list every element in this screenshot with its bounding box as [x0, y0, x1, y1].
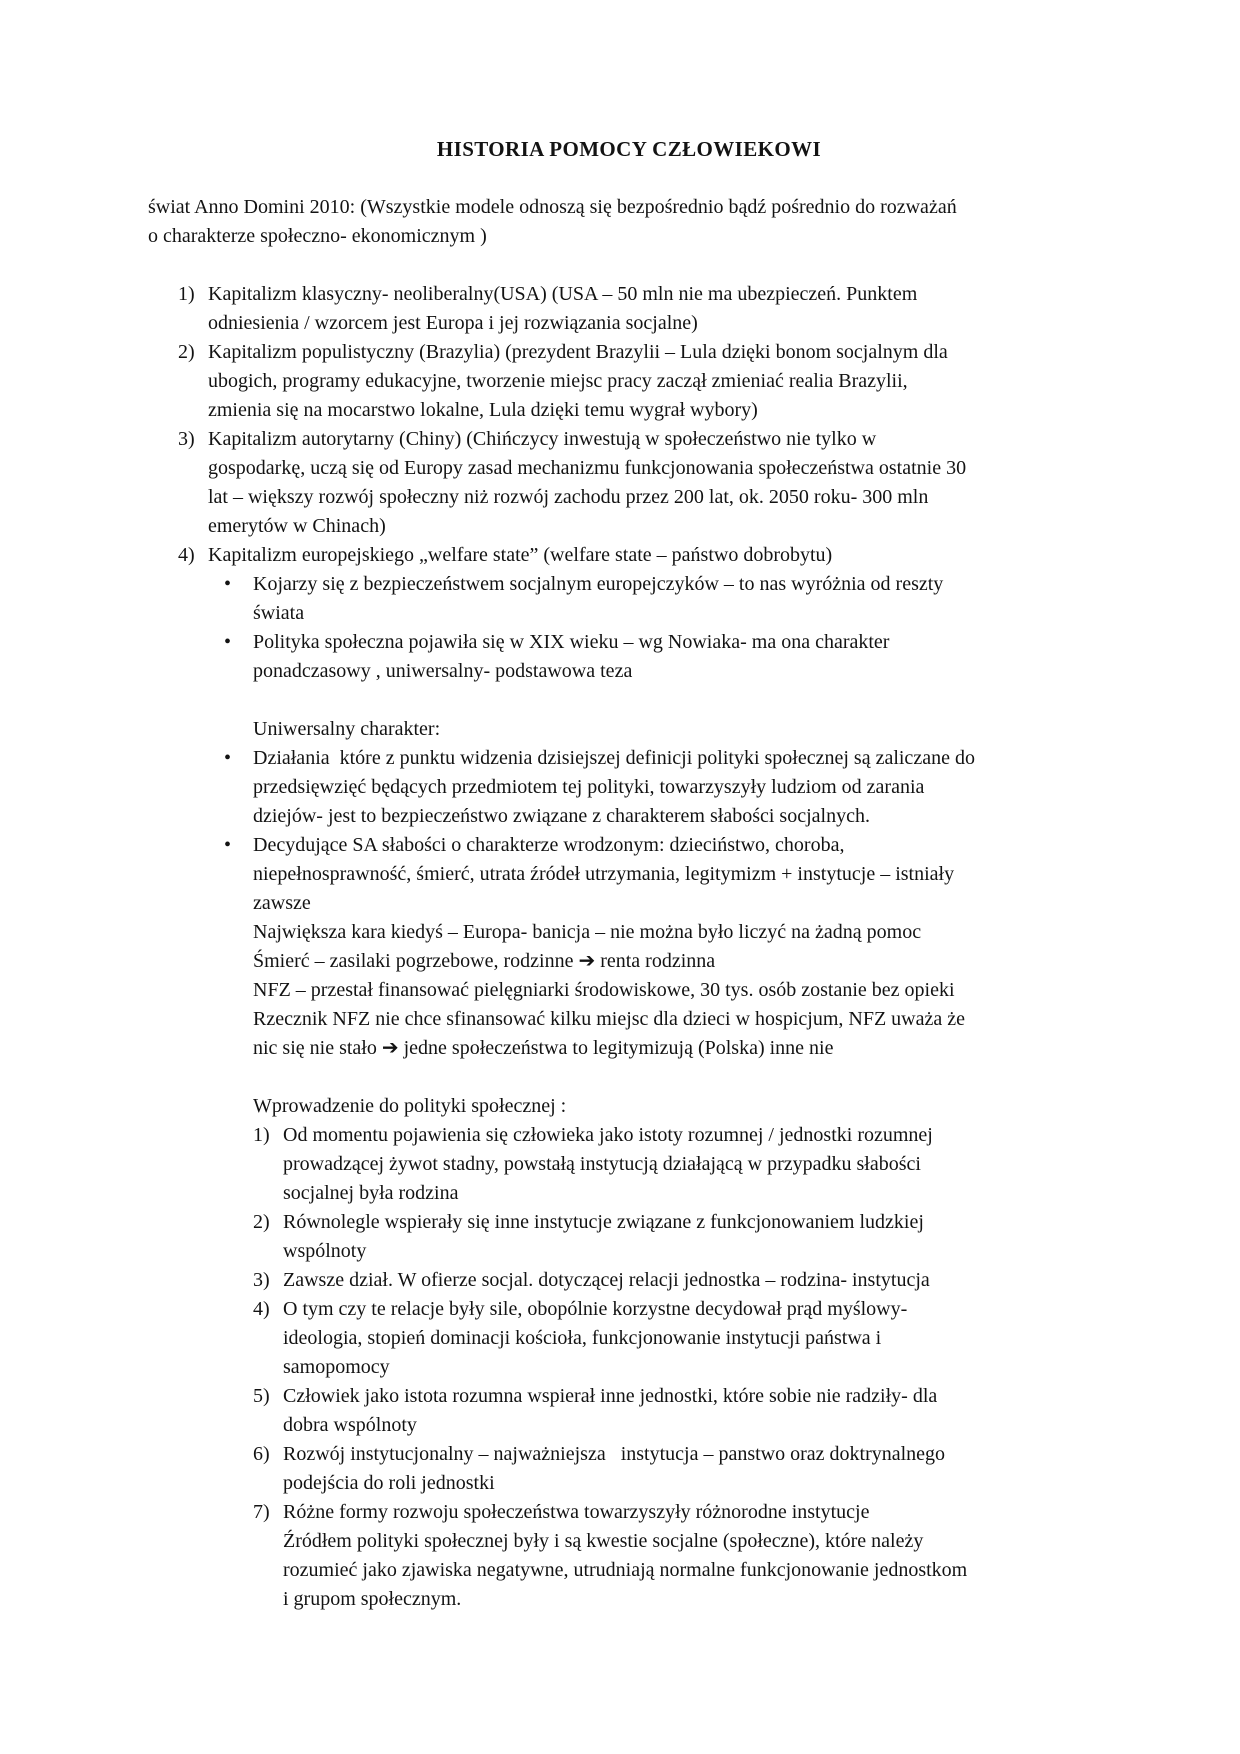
text: i grupom społecznym. — [283, 1588, 462, 1610]
list-number: 7) — [253, 1501, 270, 1523]
list-item-line — [148, 1440, 1110, 1469]
bullet-line — [148, 860, 1110, 889]
intro-paragraph — [148, 193, 1110, 251]
bullet-line — [148, 599, 1110, 628]
list-item-line — [148, 1353, 1110, 1382]
list-item-line — [148, 1411, 1110, 1440]
text: dziejów- jest to bezpieczeństwo związane z charakterem słabości socjalnych. — [253, 805, 870, 827]
bullet-item — [148, 628, 1110, 686]
list-number: 4) — [253, 1298, 270, 1320]
list-item-line — [148, 1527, 1110, 1556]
list-number: 4) — [178, 544, 195, 566]
sublist-item — [148, 1498, 1110, 1614]
text: świat Anno Domini 2010: (Wszystkie modele odnoszą się bezpośrednio bądź pośrednio do rozważań — [148, 196, 957, 218]
text: Największa kara kiedyś – Europa- banicja – nie można było liczyć na żadną pomoc — [253, 921, 922, 943]
list-number: 3) — [178, 428, 195, 450]
list-item — [148, 541, 1110, 570]
bullet-icon: • — [224, 834, 232, 856]
text: Rzecznik NFZ nie chce sfinansować kilku miejsc dla dzieci w hospicjum, NFZ uważa że — [253, 1008, 965, 1030]
text: przedsięwzięć będących przedmiotem tej polityki, towarzyszyły ludziom od zarania — [253, 776, 925, 798]
text: zmienia się na mocarstwo lokalne, Lula dzięki temu wygrał wybory) — [208, 399, 758, 421]
blank-line — [148, 251, 1110, 280]
text: zawsze — [253, 892, 311, 914]
list-number: 5) — [253, 1385, 270, 1407]
sublist-item — [148, 1295, 1110, 1382]
text-line — [148, 947, 1110, 976]
list-item-line — [148, 454, 1110, 483]
text: Kapitalizm europejskiego „welfare state” (welfare state – państwo dobrobytu) — [208, 544, 833, 566]
bullet-item — [148, 744, 1110, 831]
list-item-line — [148, 1121, 1110, 1150]
text: świata — [253, 602, 305, 624]
blank-line — [148, 1063, 1110, 1092]
text: Decydujące SA słabości o charakterze wrodzonym: dzieciństwo, choroba, — [253, 834, 845, 856]
list-item-line — [148, 1208, 1110, 1237]
list-item — [148, 280, 1110, 338]
text: niepełnosprawność, śmierć, utrata źródeł utrzymania, legitymizm + instytucje – istniały — [253, 863, 955, 885]
text: Kapitalizm klasyczny- neoliberalny(USA) (USA – 50 mln nie ma ubezpieczeń. Punktem — [208, 283, 918, 305]
bullet-icon: • — [224, 573, 232, 595]
list-number: 3) — [253, 1269, 270, 1291]
text: Wprowadzenie do polityki społecznej : — [253, 1095, 567, 1117]
list-item-line — [148, 1150, 1110, 1179]
document-title: HISTORIA POMOCY CZŁOWIEKOWI — [436, 137, 822, 161]
text: Śmierć – zasilaki pogrzebowe, rodzinne ➔ renta rodzinna — [253, 950, 716, 972]
list-item-line — [148, 483, 1110, 512]
list-item-line — [148, 425, 1110, 454]
text: podejścia do roli jednostki — [283, 1472, 495, 1494]
list-item-line — [148, 1382, 1110, 1411]
note-paragraph — [148, 918, 1110, 1063]
text: Od momentu pojawienia się człowieka jako istoty rozumnej / jednostki rozumnej — [283, 1124, 933, 1146]
text-line — [148, 222, 1110, 251]
text: rozumieć jako zjawiska negatywne, utrudniają normalne funkcjonowanie jednostkom — [283, 1559, 968, 1581]
sublist-item — [148, 1266, 1110, 1295]
text: dobra wspólnoty — [283, 1414, 417, 1436]
sublist-item — [148, 1440, 1110, 1498]
text: Różne formy rozwoju społeczeństwa towarzyszyły różnorodne instytucje — [283, 1501, 870, 1523]
text: gospodarkę, uczą się od Europy zasad mechanizmu funkcjonowania społeczeństwa ostatnie 30 — [208, 457, 967, 479]
list-number: 6) — [253, 1443, 270, 1465]
list-number: 1) — [178, 283, 195, 305]
bullet-line — [148, 831, 1110, 860]
text: o charakterze społeczno- ekonomicznym ) — [148, 225, 487, 247]
bullet-line — [148, 773, 1110, 802]
bullet-line — [148, 570, 1110, 599]
bullet-line — [148, 744, 1110, 773]
text: Źródłem polityki społecznej były i są kwestie socjalne (społeczne), które należy — [283, 1530, 924, 1552]
list-item-line — [148, 1179, 1110, 1208]
blank-line — [148, 164, 1110, 193]
list-item — [148, 338, 1110, 425]
text: Człowiek jako istota rozumna wspierał inne jednostki, które sobie nie radziły- dla — [283, 1385, 938, 1407]
text: Uniwersalny charakter: — [253, 718, 441, 740]
text: Kojarzy się z bezpieczeństwem socjalnym europejczyków – to nas wyróżnia od reszty — [253, 573, 944, 595]
list-item-line — [148, 1237, 1110, 1266]
text: samopomocy — [283, 1356, 390, 1378]
text: NFZ – przestał finansować pielęgniarki środowiskowe, 30 tys. osób zostanie bez opieki — [253, 979, 955, 1001]
sublist-item — [148, 1121, 1110, 1208]
list-item-line — [148, 338, 1110, 367]
text: O tym czy te relacje były sile, obopólnie korzystne decydował prąd myślowy- — [283, 1298, 908, 1320]
bullet-line — [148, 628, 1110, 657]
text: Kapitalizm autorytarny (Chiny) (Chińczycy inwestują w społeczeństwo nie tylko w — [208, 428, 877, 450]
text: Rozwój instytucjonalny – najważniejsza instytucja – panstwo oraz doktrynalnego — [283, 1443, 946, 1465]
text: socjalnej była rodzina — [283, 1182, 459, 1204]
list-number: 1) — [253, 1124, 270, 1146]
list-item-line — [148, 512, 1110, 541]
list-number: 2) — [253, 1211, 270, 1233]
text: prowadzącej żywot stadny, powstałą instytucją działającą w przypadku słabości — [283, 1153, 921, 1175]
section-heading — [148, 715, 1110, 744]
text: Zawsze dział. W ofierze socjal. dotyczącej relacji jednostka – rodzina- instytucja — [283, 1269, 930, 1291]
bullet-line — [148, 889, 1110, 918]
list-number: 2) — [178, 341, 195, 363]
text: lat – większy rozwój społeczny niż rozwój zachodu przez 200 lat, ok. 2050 roku- 300 mln — [208, 486, 929, 508]
list-item-line — [148, 280, 1110, 309]
text: emerytów w Chinach) — [208, 515, 386, 537]
text: Równolegle wspierały się inne instytucje związane z funkcjonowaniem ludzkiej — [283, 1211, 924, 1233]
text: Działania które z punktu widzenia dzisiejszej definicji polityki społecznej są zaliczane do — [253, 747, 975, 769]
list-item-line — [148, 1469, 1110, 1498]
bullet-icon: • — [224, 747, 232, 769]
text: ideologia, stopień dominacji kościoła, funkcjonowanie instytucji państwa i — [283, 1327, 882, 1349]
text: odniesienia / wzorcem jest Europa i jej rozwiązania socjalne) — [208, 312, 698, 334]
text-line — [148, 976, 1110, 1005]
list-item-line — [148, 1498, 1110, 1527]
text-line — [148, 1034, 1110, 1063]
text: Kapitalizm populistyczny (Brazylia) (prezydent Brazylii – Lula dzięki bonom socjalnym dla — [208, 341, 948, 363]
list-item-line — [148, 541, 1110, 570]
list-item-line — [148, 367, 1110, 396]
sublist-item — [148, 1382, 1110, 1440]
list-item-line — [148, 1585, 1110, 1614]
bullet-line — [148, 802, 1110, 831]
text: nic się nie stało ➔ jedne społeczeństwa to legitymizują (Polska) inne nie — [253, 1037, 834, 1059]
list-item — [148, 425, 1110, 541]
text: ubogich, programy edukacyjne, tworzenie miejsc pracy zaczął zmieniać realia Brazylii, — [208, 370, 908, 392]
bullet-line — [148, 657, 1110, 686]
list-item-line — [148, 1266, 1110, 1295]
bullet-icon: • — [224, 631, 232, 653]
text-line — [148, 918, 1110, 947]
bullet-item — [148, 570, 1110, 628]
bullet-item — [148, 831, 1110, 918]
list-item-line — [148, 396, 1110, 425]
list-item-line — [148, 1556, 1110, 1585]
list-item-line — [148, 1324, 1110, 1353]
text: Polityka społeczna pojawiła się w XIX wieku – wg Nowiaka- ma ona charakter — [253, 631, 890, 653]
blank-line — [148, 686, 1110, 715]
text-line — [148, 193, 1110, 222]
text: wspólnoty — [283, 1240, 367, 1262]
sublist-item — [148, 1208, 1110, 1266]
list-item-line — [148, 309, 1110, 338]
section-heading — [148, 1092, 1110, 1121]
text: ponadczasowy , uniwersalny- podstawowa teza — [253, 660, 633, 682]
list-item-line — [148, 1295, 1110, 1324]
text-line — [148, 1005, 1110, 1034]
